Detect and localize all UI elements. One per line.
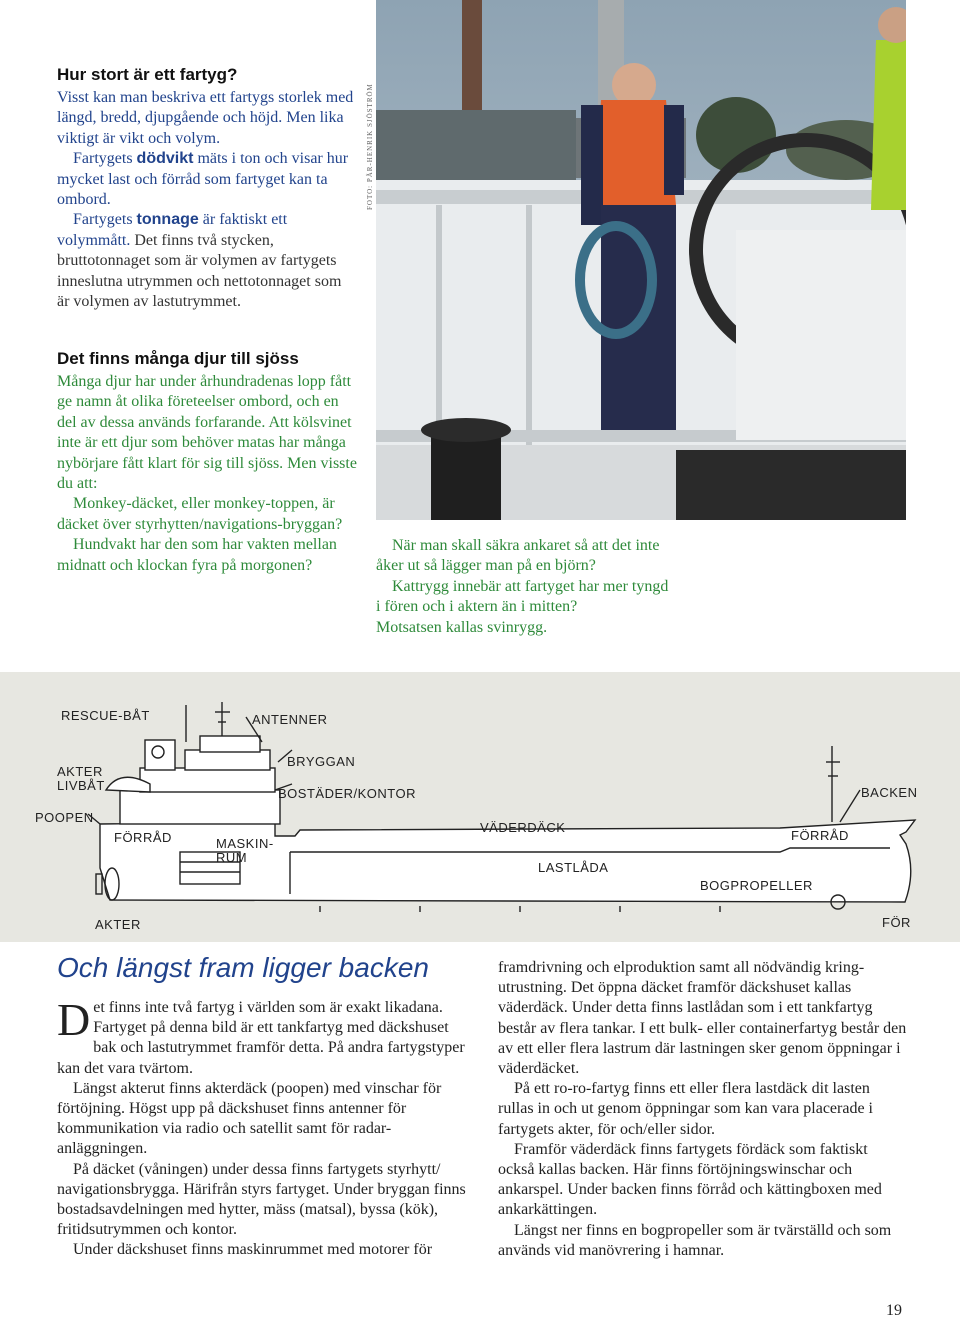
photo-illustration <box>376 0 906 520</box>
paragraph <box>57 994 467 1079</box>
text-run: Det finns två stycken, bruttotonnaget som är volymen av fartygets inneslutna utrymmen och nettotonnaget som är volymen av lastutrymmet. <box>57 231 342 311</box>
paragraph <box>57 372 357 494</box>
label-stern: AKTER <box>95 917 141 932</box>
paragraph: Framför väderdäck finns fartygets fördäck som faktiskt också kallas backen. Här finns förtöjningswinschar och ankarspel. Under backen finns förråd och kättingboxen med ankarkättingen. <box>498 1140 882 1219</box>
paragraph: På däcket (våningen) under dessa finns fartygets styrhytt/ navigationsbrygga. Härifrån styrs fartyget. Under bryggan finns bostadsavdelningen med hytter, mäss (matsal), byssa (kök), fritidsutrymmen och kontor. <box>57 1160 466 1239</box>
ship-diagram <box>0 672 960 942</box>
bold-term: dödvikt <box>136 150 194 168</box>
drop-cap: D <box>57 994 91 1045</box>
label-engine-room-2: RUM <box>216 850 248 865</box>
photo-credit: FOTO: PÄR-HENRIK SJÖSTRÖM <box>366 83 374 210</box>
paragraph: framdrivning och elproduktion samt all nödvändig kring-utrustning. Det öppna däcket framför däckshuset kallas väderdäck. Under detta finns lastlådan som i ett tankfartyg består av flera tankar. I ett bulk- eller containerfartyg består den av ett eller flera lastrum där lastningen sker genom öppningar i väderdäcket. <box>498 959 907 1078</box>
label-bridge: BRYGGAN <box>287 754 356 769</box>
article-column-left <box>57 994 467 1261</box>
paragraph: Hundvakt har den som har vakten mellan midnatt och klockan fyra på morgonen? <box>57 536 337 574</box>
paragraph: Visst kan man beskriva ett fartygs storlek med längd, bredd, djupgående och höjd. Men lika viktigt är vikt och volym. <box>57 89 354 147</box>
label-storage-aft: FÖRRÅD <box>114 830 172 845</box>
text-run: Fartygets <box>73 211 137 229</box>
section-heading: Det finns många djur till sjöss <box>57 349 299 368</box>
label-rescue-boat: RESCUE-BÅT <box>61 708 150 723</box>
paragraph: På ett ro-ro-fartyg finns ett eller flera lastdäck dit lasten rullas in och ut genom öppningar som kan vara placerade i fartygets akter, för och/eller sidor. <box>498 1080 873 1138</box>
text-run: Många djur har under århundradenas lopp fått ge namn åt olika företeelser ombord, och en del av dessa används forfarande. <box>57 373 352 431</box>
label-bow-thruster: BOGPROPELLER <box>700 878 813 893</box>
section-ship-size <box>57 64 357 312</box>
photo-caption <box>376 536 676 638</box>
paragraph: Under däckshuset finns maskinrummet med motorer för <box>73 1241 433 1259</box>
text-run: Fartygets <box>73 150 137 168</box>
label-aft-lifeboat-1: AKTER <box>57 764 103 779</box>
text-run: Att kölsvinet inte är ett djur som behöver matas har många nybörjare fått klart för sig till sjöss. Men visste du att: <box>57 413 357 493</box>
section-heading: Hur stort är ett fartyg? <box>57 65 238 84</box>
text-run: är faktiskt ett volymmått. <box>57 211 288 249</box>
article-column-right <box>498 958 908 1261</box>
paragraph: Motsatsen kallas svinrygg. <box>376 618 548 636</box>
text-run: et finns inte två fartyg i världen som är exakt likadana. Fartyget på denna bild är ett tankfartyg med däckshuset bak och lastutrymmet framför detta. På andra fartygstyper kan det vara tvärtom. <box>57 999 465 1077</box>
label-bow: FÖR <box>882 915 911 930</box>
paragraph: Kattrygg innebär att fartyget har mer tyngd i fören och i aktern än i mitten? <box>376 577 669 616</box>
paragraph: När man skall säkra ankaret så att det inte åker ut så lägger man på en björn? <box>376 537 660 575</box>
paragraph <box>57 149 357 210</box>
paragraph: Monkey-däcket, eller monkey-toppen, är däcket över styrhytten/navigations-bryggan? <box>57 495 343 533</box>
text-run: mäts i ton och visar hur mycket last och förråd som fartyget kan ta ombord. <box>57 150 349 209</box>
label-accommodation: BOSTÄDER/KONTOR <box>278 786 417 801</box>
label-aft-lifeboat-2: LIVBÅT <box>57 778 105 793</box>
label-cargo-hold: LASTLÅDA <box>538 860 609 875</box>
label-weather-deck: VÄDERDÄCK <box>480 820 566 835</box>
page-number: 19 <box>886 1302 902 1319</box>
paragraph <box>57 210 357 312</box>
label-poop: POOPEN <box>35 810 94 825</box>
label-antennas: ANTENNER <box>252 712 328 727</box>
label-forecastle: BACKEN <box>861 785 918 800</box>
article-title: Och längst fram ligger backen <box>57 952 429 983</box>
label-storage-fwd: FÖRRÅD <box>791 828 849 843</box>
paragraph: Längst ner finns en bogpropeller som är tvärställd och som används vid manövrering i hamnar. <box>498 1221 892 1259</box>
paragraph: Längst akterut finns akterdäck (poopen) med vinschar för förtöjning. Högst upp på däckshuset finns antenner för kommunikation via radio och satellit samt för radar-anläggningen. <box>57 1079 442 1158</box>
label-engine-room-1: MASKIN- <box>216 836 274 851</box>
bold-term: tonnage <box>136 211 199 229</box>
ship-deck-photo <box>376 0 906 520</box>
section-animals-at-sea <box>57 348 357 576</box>
